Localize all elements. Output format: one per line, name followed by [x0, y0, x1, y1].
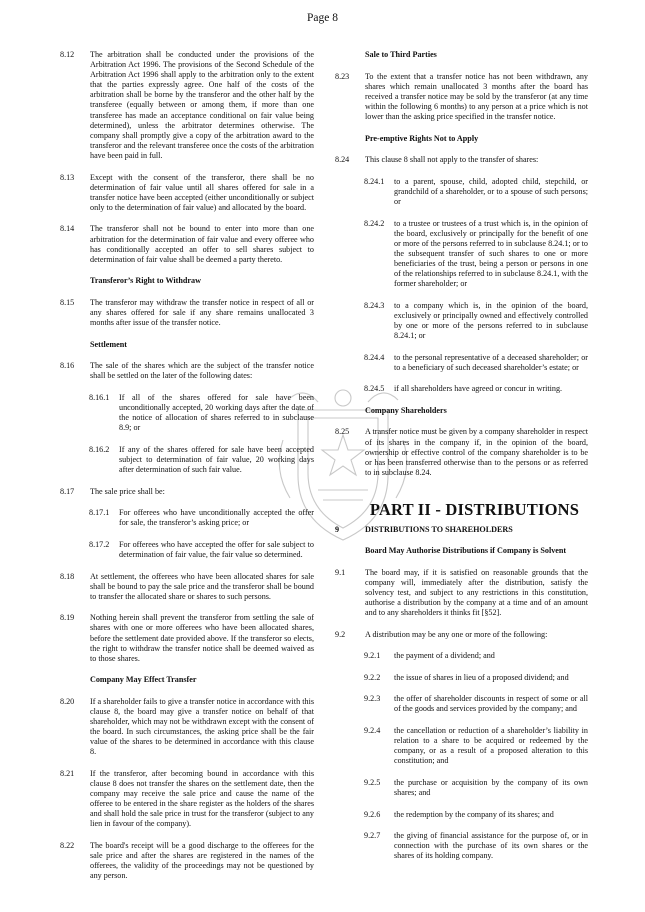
- clause-number: 8.23: [335, 71, 350, 81]
- clause-number: 8.24.4: [364, 352, 385, 362]
- section-heading: Board May Authorise Distributions if Company is Solvent: [365, 546, 567, 555]
- clause-text: Nothing herein shall prevent the transferor from settling the sale of shares with one or more offerees who have been allocated shares, before the settlement date provided above. If the transferor so elects, the right to withdraw the transfer notice shall be deemed waived as to those shares.: [90, 613, 314, 663]
- clause-text: If all of the shares offered for sale have been unconditionally accepted, 20 working days after the date of the notice of allocation of shares referred to in subclause 8.9; or: [119, 392, 314, 433]
- subclause: [335, 831, 588, 861]
- clause: [335, 155, 588, 165]
- section-heading: Company May Effect Transfer: [90, 675, 197, 685]
- clause-number: 8.24.1: [364, 176, 385, 186]
- clause-text: This clause 8 shall not apply to the transfer of shares:: [365, 155, 539, 165]
- clause-text: For offerees who have accepted the offer for sale subject to determination of fair value, the fair value so determined.: [119, 539, 314, 559]
- clause-number: 9.2.3: [364, 694, 381, 704]
- left-column: [60, 50, 314, 893]
- subclause: [335, 651, 588, 661]
- clause-text: if all shareholders have agreed or concur in writing.: [394, 384, 563, 394]
- clause-number: 9.2.1: [364, 651, 381, 661]
- clause-text: the giving of financial assistance for the purpose of, or in connection with the purchase of its own shares or the shares of its holding company.: [394, 831, 588, 861]
- subclause: [335, 726, 588, 766]
- clause-number: 8.17.2: [89, 539, 110, 549]
- clause-text: The arbitration shall be conducted under the provisions of the Arbitration Act 1996. The provisions of the Second Schedule of the Arbitration Act 1996 shall apply to the arbitration only to the extent that the parties expressly agree. One half of the costs of the arbitration shall be borne by the transferor and the other half by the transferee (equally between or among them, if more than one transferee has made an acceptance conditional on fair value being determined), unless the arbitrator determines otherwise. The company shall promptly give a copy of the arbitration award to the transferor and the relevant transferee once the costs of the arbitration have been paid in full.: [90, 50, 314, 160]
- clause-number: 8.20: [60, 696, 75, 706]
- clause: [60, 487, 314, 497]
- section-heading: Company Shareholders: [365, 405, 447, 415]
- clause-text: Except with the consent of the transferor, there shall be no determination of fair value until all shares offered for sale in a transfer notice have been accepted (either unconditionally or subject only to the determination of fair value) and allocated by the board.: [90, 172, 314, 212]
- clause-text: The transferor may withdraw the transfer notice in respect of all or any shares offered for sale if any share remains unallocated 3 months after issue of the transfer notice.: [90, 297, 314, 328]
- clause-number: 8.24.5: [364, 384, 385, 394]
- subclause: [335, 384, 588, 394]
- section-heading: Settlement: [90, 339, 127, 349]
- clause-text: the purchase or acquisition by the company of its own shares; and: [394, 777, 588, 797]
- clause-number: 8.13: [60, 172, 75, 182]
- subclause: [335, 778, 588, 798]
- subclause: [60, 393, 314, 433]
- clause-text: the cancellation or reduction of a shareholder’s liability in relation to a share to be acquired or redeemed by the company, or as a result of a proposed alteration to this constitution; and: [394, 726, 588, 766]
- clause-number: 9.2.4: [364, 726, 381, 736]
- clause: [60, 173, 314, 213]
- clause: [335, 630, 588, 640]
- clause-text: The board may, if it is satisfied on reasonable grounds that the company will, immediately after the distribution, satisfy the solvency test, and subject to any restrictions in this constitution, authorise a distribution by the company at a time and of an amount and to any shareholders it thinks fit [§52].: [365, 567, 588, 617]
- clause-number: 8.15: [60, 297, 75, 307]
- clause-number: 8.24.3: [364, 300, 385, 310]
- clause: [60, 697, 314, 758]
- clause: [335, 568, 588, 618]
- clause-text: The transferor shall not be bound to enter into more than one arbitration for the determination of fair value and every offeree who has conditionally accepted an offer to sell shares subject to determination of fair value shall be deemed a party thereto.: [90, 224, 314, 264]
- clause-text: If a shareholder fails to give a transfer notice in accordance with this clause 8, the board may give a transfer notice on behalf of that shareholder, which may not be withdrawn except with the consent of the board. In such circumstances, the asking price shall be the fair value of the shares to be determined in accordance with this clause 8.: [90, 696, 314, 757]
- right-column: [335, 50, 588, 873]
- clause-text: The sale of the shares which are the subject of the transfer notice shall be settled on the later of the following dates:: [90, 361, 314, 381]
- clause-text: To the extent that a transfer notice has not been withdrawn, any shares which remain unallocated 3 months after the board has received a transfer notice may be sold by the transferor (at any time within the following 6 months) to any person at a price which is not lower than the asking price specified in the transfer notice.: [365, 71, 588, 121]
- clause: [60, 298, 314, 328]
- subclause: [60, 445, 314, 475]
- clause-text: the offer of shareholder discounts in respect of some or all of the goods and services provided by the company; and: [394, 694, 588, 714]
- clause: [60, 361, 314, 381]
- page-number: Page 8: [307, 12, 338, 24]
- clause-text: If the transferor, after becoming bound in accordance with this clause 8 does not transfer the shares on the settlement date, then the company may receive the sale price and cause the name of the offeree to be entered in the share register as the holders of the shares and shall hold the sale price in trust for the transferor (subject to any lien in favour of the company).: [90, 768, 314, 829]
- subclause: [335, 673, 588, 683]
- clause-text: to a company which is, in the opinion of the board, exclusively or principally owned and effectively controlled by one or more of the persons referred to in subclause 8.24.1; or: [394, 300, 588, 340]
- clause-number: 9.2.7: [364, 831, 381, 841]
- clause-number: 8.18: [60, 571, 75, 581]
- clause: [60, 613, 314, 663]
- section-heading: Pre-emptive Rights Not to Apply: [365, 133, 479, 143]
- clause: [60, 50, 314, 161]
- section-heading: Transferor’s Right to Withdraw: [90, 276, 201, 286]
- clause-number: 8.25: [335, 427, 350, 437]
- clause-number: 8.16: [60, 361, 75, 371]
- clause-number: 8.16.2: [89, 444, 110, 454]
- clause-text: A transfer notice must be given by a company shareholder in respect of its shares in the company if, in the opinion of the board, ownership or effective control of the company shareholder is to be or has been transferred otherwise than to the persons or as referred to in subclause 8.24.: [365, 427, 588, 477]
- clause-number: 9: [335, 524, 340, 534]
- clause-text: If any of the shares offered for sale have been accepted subject to determination of fair value, 20 working days after determination of such fair value.: [119, 444, 314, 474]
- clause: [60, 572, 314, 602]
- clause-number: 8.17.1: [89, 508, 110, 518]
- section-title: [335, 525, 588, 535]
- clause-text: For offerees who have unconditionally accepted the offer for sale, the transferor’s asking price; or: [119, 508, 314, 528]
- clause-number: 8.19: [60, 613, 75, 623]
- subclause: [60, 508, 314, 528]
- clause-number: 8.17: [60, 486, 75, 496]
- clause: [60, 841, 314, 881]
- clause-number: 9.2.5: [364, 777, 381, 787]
- clause: [335, 427, 588, 477]
- clause-text: the issue of shares in lieu of a proposed dividend; and: [394, 672, 569, 682]
- clause: [335, 72, 588, 122]
- clause-text: The sale price shall be:: [90, 486, 165, 496]
- clause-number: 9.2.6: [364, 809, 381, 819]
- subclause: [335, 353, 588, 373]
- clause-number: 8.22: [60, 841, 75, 851]
- clause-number: 8.24: [335, 155, 350, 165]
- clause-number: 9.2.2: [364, 672, 381, 682]
- clause-number: 8.14: [60, 224, 75, 234]
- clause-number: 9.1: [335, 567, 346, 577]
- subclause: [335, 177, 588, 207]
- subclause: [60, 540, 314, 560]
- clause-text: DISTRIBUTIONS TO SHAREHOLDERS: [365, 524, 513, 534]
- clause-text: the payment of a dividend; and: [394, 651, 495, 661]
- subclause: [335, 219, 588, 290]
- clause-text: the redemption by the company of its shares; and: [394, 809, 554, 819]
- section-heading: Sale to Third Parties: [365, 50, 437, 59]
- clause-number: 8.21: [60, 768, 75, 778]
- subclause: [335, 810, 588, 820]
- clause-text: The board's receipt will be a good discharge to the offerees for the sale price and after the shares are registered in the names of the offerees, the validity of the proceedings may not be questioned by any person.: [90, 841, 314, 881]
- clause: [60, 769, 314, 830]
- part-title: PART II - DISTRIBUTIONS: [369, 499, 580, 519]
- clause-number: 8.24.2: [364, 218, 385, 228]
- subclause: [335, 694, 588, 714]
- clause-text: to a parent, spouse, child, adopted child, stepchild, or grandchild of a shareholder, or to a spouse of such persons; or: [394, 176, 588, 206]
- clause-number: 8.12: [60, 50, 75, 59]
- clause-number: 8.16.1: [89, 392, 110, 402]
- subclause: [335, 301, 588, 341]
- clause-text: At settlement, the offerees who have been allocated shares for sale shall be bound to pay the sale price and the transferor shall be bound to transfer the allocated share or shares to such persons.: [90, 571, 314, 601]
- clause-number: 9.2: [335, 629, 346, 639]
- clause-text: to the personal representative of a deceased shareholder; or to a beneficiary of such deceased shareholder’s estate; or: [394, 352, 588, 372]
- clause: [60, 224, 314, 264]
- clause-text: to a trustee or trustees of a trust which is, in the opinion of the board, exclusively or principally for the benefit of one or more of the persons referred to in subclause 8.24.1; or to the subsequent transfer of such shares to one or more beneficiaries of the trust, being a person or persons in one of the relationships referred to in subclause 8.24.1, with the former shareholder; or: [394, 218, 588, 289]
- clause-text: A distribution may be any one or more of the following:: [365, 629, 548, 639]
